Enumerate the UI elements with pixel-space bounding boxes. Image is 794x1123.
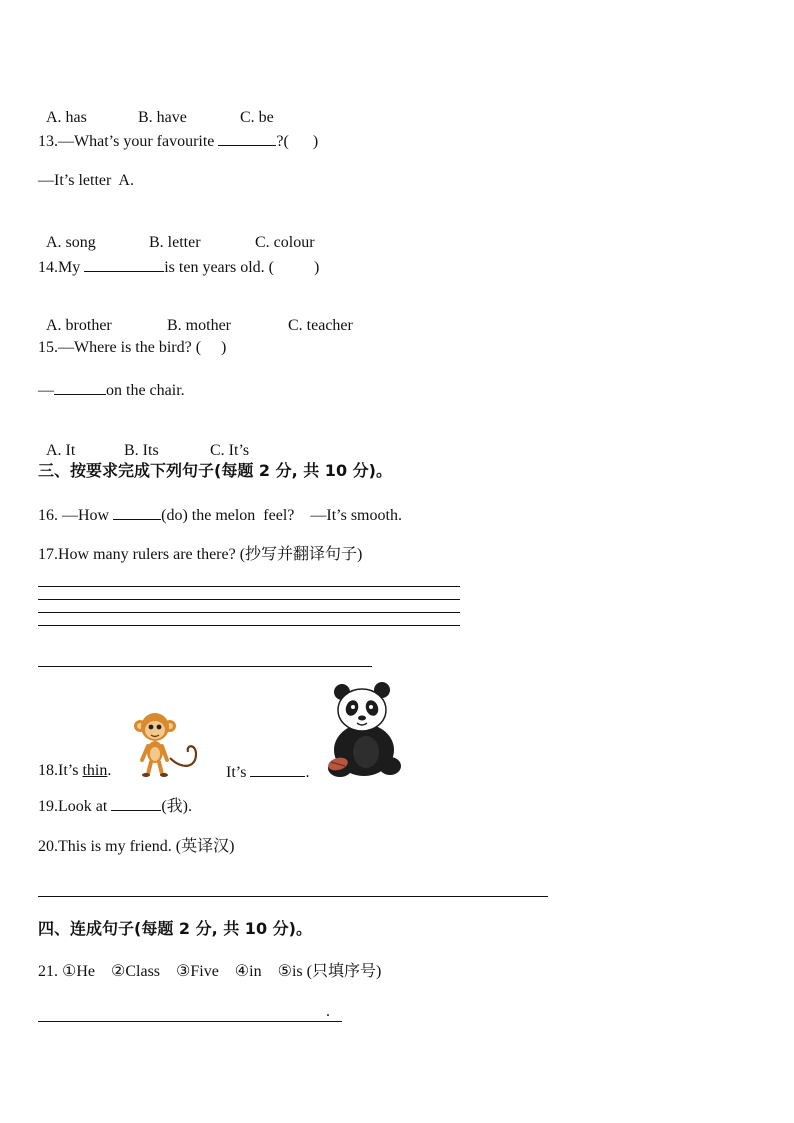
section-3-heading: 三、按要求完成下列句子(每题 2 分, 共 10 分)。: [38, 461, 392, 480]
q15-option-a: A. It: [46, 442, 76, 459]
writing-line[interactable]: [38, 625, 460, 626]
q13-answer: —It’s letter A.: [38, 172, 134, 189]
q14-options: [38, 296, 353, 336]
q13-option-c: C. colour: [255, 234, 315, 251]
answer-blank[interactable]: [250, 761, 305, 777]
q21-stem: 21. ①He ②Class ③Five ④in ⑤is (只填序号): [38, 963, 382, 980]
answer-blank[interactable]: [111, 795, 161, 811]
answer-blank[interactable]: [54, 379, 106, 395]
translation-line[interactable]: [38, 666, 372, 667]
q20-stem: 20.This is my friend. (英译汉): [38, 838, 235, 855]
q14-option-c: C. teacher: [288, 317, 353, 334]
q15-option-c: C. It’s: [210, 442, 250, 459]
writing-line[interactable]: [38, 599, 460, 600]
q13-option-a: A. song: [46, 234, 96, 251]
answer-blank[interactable]: [218, 130, 276, 146]
q13-stem: 13.—What’s your favourite ?( ): [38, 130, 318, 152]
q14-stem: 14.My is ten years old. ( ): [38, 256, 319, 278]
q13-options: [38, 213, 315, 253]
answer-blank[interactable]: [113, 504, 161, 520]
q15-option-b: B. Its: [124, 442, 159, 459]
q18-second-part: It’s .: [226, 761, 309, 783]
q13-option-b: B. letter: [149, 234, 201, 251]
answer-line[interactable]: [38, 1021, 342, 1022]
q15-answer: — on the chair.: [38, 379, 185, 401]
q17-stem: 17.How many rulers are there? (抄写并翻译句子): [38, 546, 363, 563]
answer-blank[interactable]: [84, 256, 164, 272]
underlined-word: thin: [82, 762, 108, 779]
q14-option-b: B. mother: [167, 317, 231, 334]
q14-option-a: A. brother: [46, 317, 112, 334]
q16-stem: 16. —How (do) the melon feel? —It’s smooth.: [38, 504, 402, 526]
q12-option-c: C. be: [240, 109, 274, 126]
q15-options: [38, 421, 249, 461]
section-4-heading: 四、连成句子(每题 2 分, 共 10 分)。: [38, 919, 312, 938]
panda-icon: [322, 680, 404, 778]
writing-line[interactable]: [38, 612, 460, 613]
q15-stem: 15.—Where is the bird? ( ): [38, 339, 227, 356]
q12-options: [38, 88, 274, 128]
translation-line[interactable]: [38, 896, 548, 897]
answer-end-mark: .: [326, 1003, 330, 1020]
q19-stem: 19.Look at (我).: [38, 795, 192, 817]
q18-stem: 18.It’s thin.: [38, 762, 112, 779]
monkey-icon: [130, 710, 208, 778]
writing-line[interactable]: [38, 586, 460, 587]
q12-option-a: A. has: [46, 109, 87, 126]
q12-option-b: B. have: [138, 109, 187, 126]
